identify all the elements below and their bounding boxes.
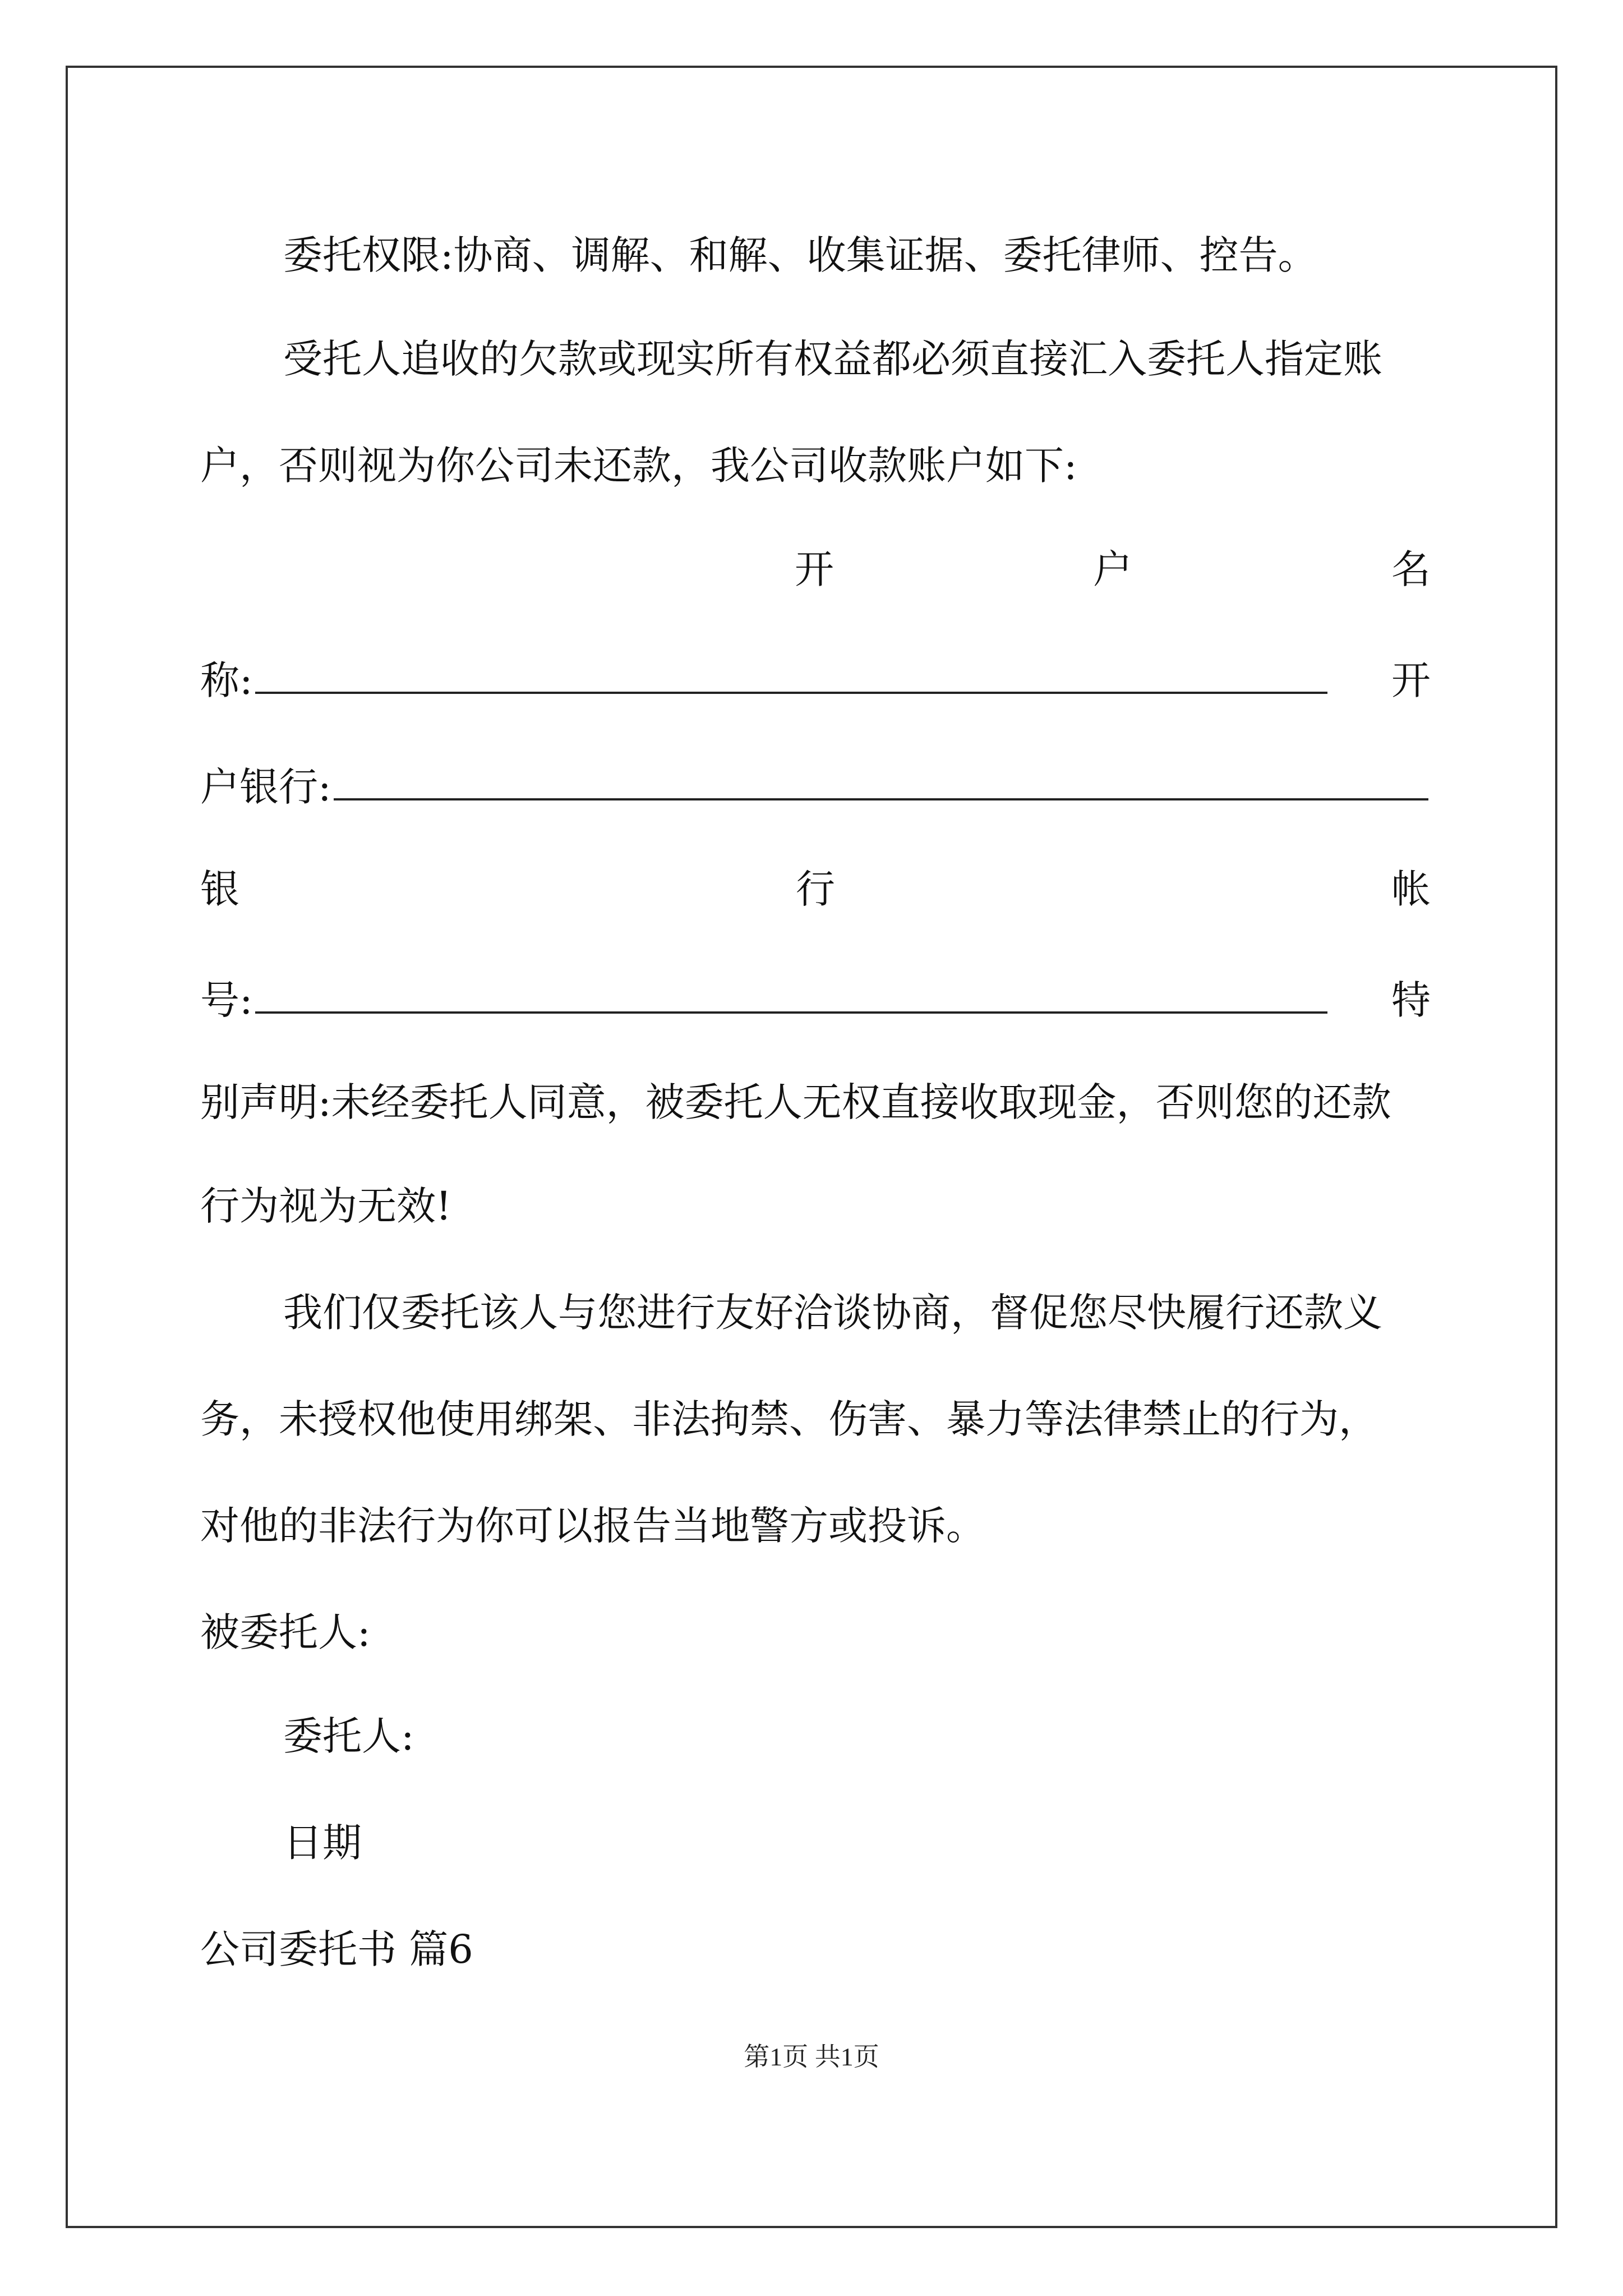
char: 名 — [1391, 546, 1431, 592]
trustee-label: 被委托人: — [200, 1609, 371, 1655]
char: 行 — [796, 866, 835, 912]
date-label: 日期 — [283, 1820, 362, 1866]
char: 开 — [1391, 657, 1431, 703]
blank-line — [255, 648, 1327, 694]
account-name-field — [200, 648, 1431, 704]
account-number-field — [200, 968, 1431, 1024]
paragraph-line: 务，未授权他使用绑架、非法拘禁、伤害、暴力等法律禁止的行为， — [200, 1396, 1378, 1442]
field-label: 户银行: — [200, 764, 331, 810]
bank-field — [200, 754, 1431, 811]
paragraph-line: 我们仅委托该人与您进行友好洽谈协商，督促您尽快履行还款义 — [283, 1290, 1382, 1336]
paragraph-line: 对他的非法行为你可以报告当地警方或投诉。 — [200, 1503, 985, 1549]
paragraph-line: 户，否则视为你公司未还款，我公司收款账户如下: — [200, 443, 1077, 489]
page-border — [66, 66, 1557, 2228]
section-heading: 公司委托书 篇6 — [200, 1926, 473, 1972]
blank-line — [255, 968, 1327, 1014]
char: 帐 — [1391, 866, 1431, 912]
field-label: 称: — [200, 657, 253, 703]
account-name-heading — [200, 541, 1431, 597]
account-number-heading — [200, 861, 1431, 917]
char: 开 — [795, 546, 834, 592]
client-label: 委托人: — [283, 1713, 414, 1759]
char: 户 — [1093, 546, 1132, 592]
paragraph-line: 受托人追收的欠款或现实所有权益都必须直接汇入委托人指定账 — [283, 336, 1382, 382]
field-label: 号: — [200, 977, 253, 1023]
blank-line — [334, 754, 1428, 800]
paragraph-line: 别声明:未经委托人同意，被委托人无权直接收取现金，否则您的还款 — [200, 1079, 1391, 1125]
authority-text: 委托权限:协商、调解、和解、收集证据、委托律师、控告。 — [283, 232, 1317, 278]
paragraph-line: 行为视为无效! — [200, 1183, 452, 1229]
char: 特 — [1391, 977, 1431, 1023]
char: 银 — [200, 866, 239, 912]
page-footer: 第1页 共1页 — [744, 2042, 879, 2071]
